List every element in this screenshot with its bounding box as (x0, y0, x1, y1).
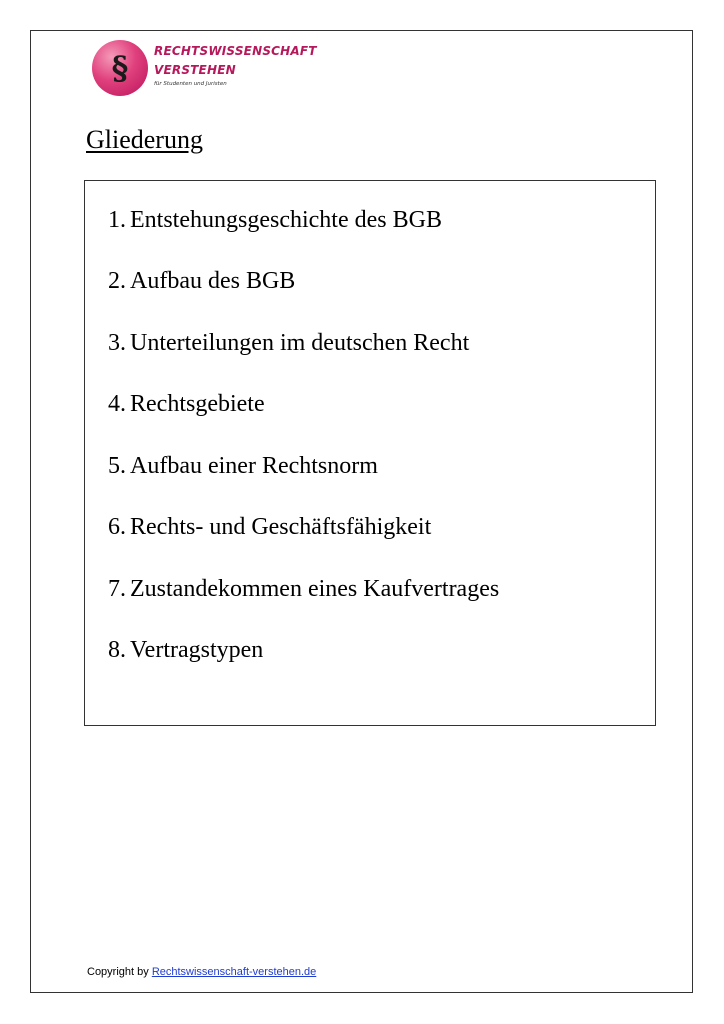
toc-item-label: Aufbau einer Rechtsnorm (130, 453, 378, 479)
logo (88, 38, 318, 104)
toc-item-label: Zustandekommen eines Kaufvertrages (130, 576, 500, 602)
toc-item-label: Aufbau des BGB (130, 268, 296, 294)
toc-item (108, 328, 469, 358)
toc-item-label: Entstehungsgeschichte des BGB (130, 207, 442, 233)
toc-item-number: 7. (108, 576, 126, 602)
toc-item-number: 3. (108, 330, 126, 356)
toc-item (108, 574, 499, 604)
toc-item (108, 451, 378, 481)
toc-item-number: 5. (108, 453, 126, 479)
logo-line-2: VERSTEHEN (154, 63, 236, 77)
toc-item-label: Rechts- und Geschäftsfähigkeit (130, 514, 432, 540)
toc-item-number: 2. (108, 268, 126, 294)
page-heading: Gliederung (86, 125, 203, 154)
toc-item (108, 205, 442, 235)
toc-item-number: 8. (108, 637, 126, 663)
toc-item (108, 635, 263, 665)
toc-item (108, 389, 265, 419)
toc-item-number: 6. (108, 514, 126, 540)
copyright-text: Copyright by (87, 966, 152, 978)
footer (87, 966, 316, 978)
toc-item (108, 512, 431, 542)
toc-item-number: 1. (108, 207, 126, 233)
toc-item-number: 4. (108, 391, 126, 417)
toc-item (108, 266, 295, 296)
toc-item-label: Unterteilungen im deutschen Recht (130, 330, 470, 356)
logo-line-1: RECHTSWISSENSCHAFT (154, 44, 317, 58)
toc-item-label: Rechtsgebiete (130, 391, 265, 417)
table-of-contents (84, 180, 656, 726)
paragraph-symbol-icon: § (92, 40, 148, 96)
toc-item-label: Vertragstypen (130, 637, 264, 663)
logo-tagline: für Studenten und Juristen (154, 81, 227, 87)
website-link[interactable]: Rechtswissenschaft-verstehen.de (151, 966, 317, 978)
